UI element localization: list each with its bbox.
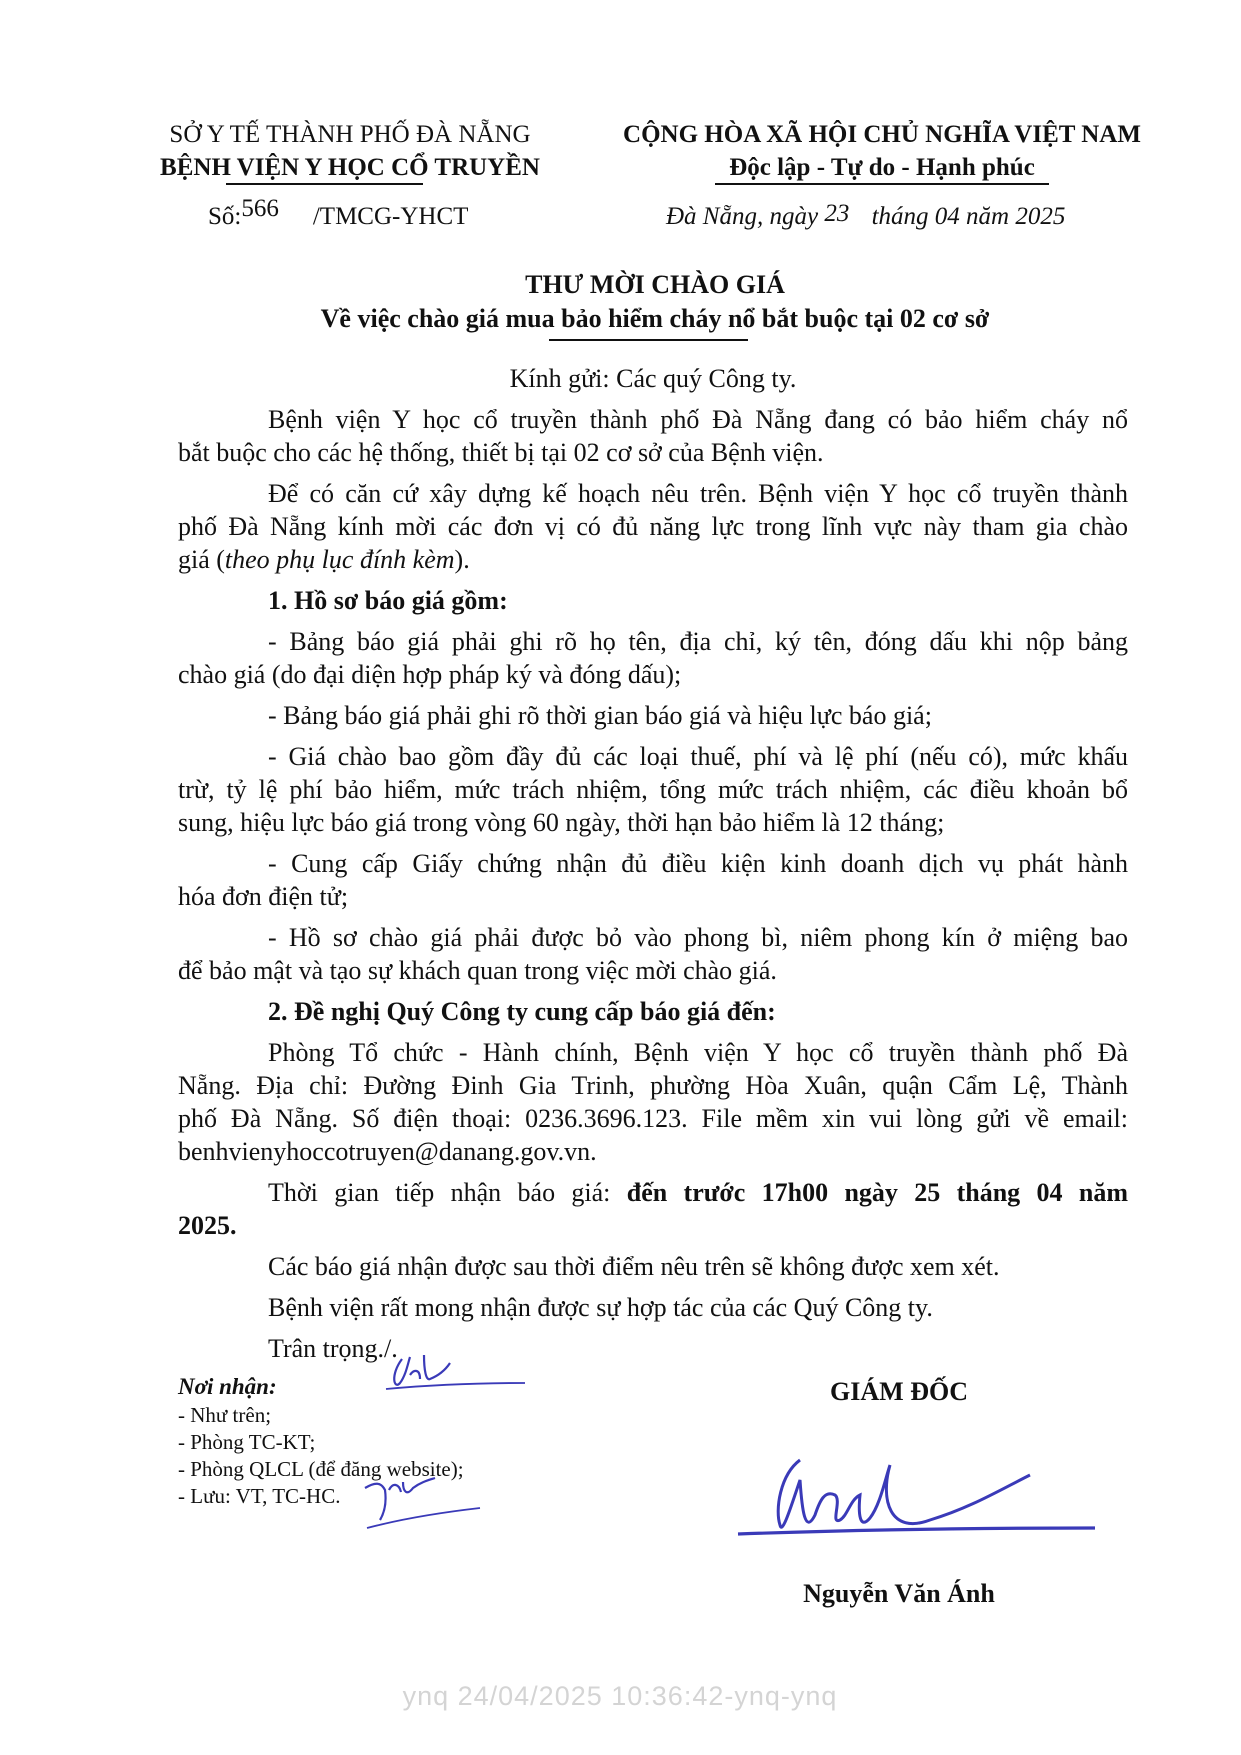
date-day: 23 — [824, 200, 850, 227]
text-line — [178, 477, 1128, 510]
text-line — [178, 1135, 1128, 1168]
header-underline-right — [715, 183, 1049, 185]
text-segment: Trân trọng./. — [268, 1334, 398, 1363]
parent-agency: SỞ Y TẾ THÀNH PHỐ ĐÀ NẴNG — [169, 121, 531, 148]
text-line — [178, 436, 1128, 469]
text-segment: đến trước 17h00 ngày 25 tháng 04 năm — [626, 1178, 1128, 1207]
text-segment: phố Đà Nẵng. Số điện thoại: 0236.3696.123. File mềm xin vui lòng gửi về email: — [178, 1104, 1128, 1133]
recipients-label: Nơi nhận: — [178, 1374, 277, 1399]
text-line — [178, 1036, 1128, 1069]
agency-header — [160, 118, 540, 184]
text-segment: phố Đà Nẵng kính mời các đơn vị có đủ năng lực trong lĩnh vực này tham gia chào — [178, 512, 1128, 541]
paragraph — [178, 584, 1128, 617]
paragraph — [178, 1332, 1128, 1365]
text-line — [178, 1176, 1128, 1209]
text-line — [178, 625, 1128, 658]
paragraph — [178, 1291, 1128, 1324]
recipient-item: - Như trên; — [178, 1403, 272, 1427]
initial-signature — [355, 1470, 485, 1535]
text-line — [178, 995, 1128, 1028]
text-line — [178, 880, 1128, 913]
paragraph — [178, 1176, 1128, 1242]
paragraph — [178, 740, 1128, 839]
signer-name: Nguyễn Văn Ánh — [803, 1579, 995, 1608]
text-segment: để bảo mật và tạo sự khách quan trong việc mời chào giá. — [178, 956, 777, 985]
text-segment: - Giá chào bao gồm đầy đủ các loại thuế, phí và lệ phí (nếu có), mức khấu — [268, 742, 1128, 771]
watermark: ynq 24/04/2025 10:36:42-ynq-ynq — [402, 1681, 838, 1711]
text-segment: - Bảng báo giá phải ghi rõ họ tên, địa chỉ, ký tên, đóng dấu khi nộp bảng — [268, 627, 1128, 656]
text-segment: bắt buộc cho các hệ thống, thiết bị tại 02 cơ sở của Bệnh viện. — [178, 438, 824, 467]
text-line — [178, 806, 1128, 839]
number-prefix: Số: — [208, 203, 242, 230]
text-segment: chào giá (do đại diện hợp pháp ký và đóng dấu); — [178, 660, 682, 689]
header-underline-left — [226, 183, 423, 185]
text-line — [178, 543, 1128, 576]
text-line — [178, 1209, 1128, 1242]
paragraph — [178, 625, 1128, 691]
text-segment: hóa đơn điện tử; — [178, 882, 349, 911]
text-segment: sung, hiệu lực báo giá trong vòng 60 ngày, thời hạn bảo hiểm là 12 tháng; — [178, 808, 945, 837]
text-line — [178, 699, 1128, 732]
text-segment: 1. Hồ sơ báo giá gồm: — [268, 586, 508, 615]
director-signature — [730, 1440, 1100, 1550]
country-name: CỘNG HÒA XÃ HỘI CHỦ NGHĨA VIỆT NAM — [623, 121, 1141, 148]
text-segment: - Bảng báo giá phải ghi rõ thời gian báo giá và hiệu lực báo giá; — [268, 701, 932, 730]
number-suffix: /TMCG-YHCT — [312, 203, 469, 230]
text-line — [178, 403, 1128, 436]
paragraph — [178, 921, 1128, 987]
recipient-item: - Lưu: VT, TC-HC. — [178, 1484, 341, 1508]
text-line — [178, 658, 1128, 691]
text-line — [178, 1332, 1128, 1365]
document-date — [666, 200, 1065, 233]
date-prefix: Đà Nẵng, ngày — [666, 203, 819, 230]
text-segment: giá ( — [178, 545, 225, 574]
text-line — [178, 773, 1128, 806]
text-segment: 2025. — [178, 1211, 237, 1240]
text-segment: trừ, tỷ lệ phí bảo hiểm, mức trách nhiệm, tổng mức trách nhiệm, các điều khoản bổ — [178, 775, 1128, 804]
subtitle-underline — [549, 339, 748, 341]
text-line — [178, 740, 1128, 773]
text-segment: ). — [454, 545, 470, 574]
document-subtitle: Về việc chào giá mua bảo hiểm cháy nổ bắt buộc tại 02 cơ sở — [320, 304, 990, 333]
recipient-item: - Phòng TC-KT; — [178, 1430, 316, 1454]
paragraph — [178, 403, 1128, 469]
text-segment: benhvienyhoccotruyen@danang.gov.vn. — [178, 1137, 597, 1166]
text-line — [178, 584, 1128, 617]
paragraphs — [178, 403, 1128, 1365]
text-segment: - Hồ sơ chào giá phải được bỏ vào phong bì, niêm phong kín ở miệng bao — [268, 923, 1128, 952]
document-title: THƯ MỜI CHÀO GIÁ — [525, 270, 785, 299]
text-line — [178, 1250, 1128, 1283]
text-line — [178, 510, 1128, 543]
initial-signature — [380, 1345, 530, 1405]
letter-body — [178, 362, 1128, 1365]
text-segment: Nẵng. Địa chỉ: Đường Đinh Gia Trinh, phường Hòa Xuân, quận Cẩm Lệ, Thành — [178, 1071, 1128, 1100]
text-line — [178, 1069, 1128, 1102]
paragraph — [178, 847, 1128, 913]
paragraph — [178, 477, 1128, 576]
text-line — [178, 1291, 1128, 1324]
paragraph — [178, 995, 1128, 1028]
text-segment: Phòng Tổ chức - Hành chính, Bệnh viện Y học cổ truyền thành phố Đà — [268, 1038, 1128, 1067]
text-line — [178, 847, 1128, 880]
text-line — [178, 921, 1128, 954]
text-segment: Thời gian tiếp nhận báo giá: — [268, 1178, 627, 1207]
text-segment: 2. Đề nghị Quý Công ty cung cấp báo giá đến: — [268, 997, 776, 1026]
recipient-item: - Phòng QLCL (để đăng website); — [178, 1457, 464, 1481]
national-header — [623, 118, 1141, 184]
text-line — [178, 954, 1128, 987]
paragraph — [178, 1250, 1128, 1283]
signer-title: GIÁM ĐỐC — [830, 1377, 968, 1406]
text-segment: Bệnh viện Y học cổ truyền thành phố Đà Nẵng đang có bảo hiểm cháy nổ — [268, 405, 1128, 434]
salutation: Kính gửi: Các quý Công ty. — [509, 364, 797, 393]
hospital-name: BỆNH VIỆN Y HỌC CỔ TRUYỀN — [160, 154, 540, 181]
text-segment: Để có căn cứ xây dựng kế hoạch nêu trên. Bệnh viện Y học cổ truyền thành — [268, 479, 1128, 508]
paragraph — [178, 699, 1128, 732]
text-segment: theo phụ lục đính kèm — [224, 545, 455, 574]
paragraph — [178, 1036, 1128, 1168]
date-suffix: tháng 04 năm 2025 — [871, 203, 1066, 230]
text-line — [178, 1102, 1128, 1135]
number-value: 566 — [241, 195, 279, 222]
document-number — [208, 195, 469, 233]
motto: Độc lập - Tự do - Hạnh phúc — [729, 154, 1035, 181]
text-segment: Bệnh viện rất mong nhận được sự hợp tác của các Quý Công ty. — [268, 1293, 933, 1322]
text-segment: - Cung cấp Giấy chứng nhận đủ điều kiện kinh doanh dịch vụ phát hành — [268, 849, 1128, 878]
text-segment: Các báo giá nhận được sau thời điểm nêu trên sẽ không được xem xét. — [268, 1252, 1000, 1281]
